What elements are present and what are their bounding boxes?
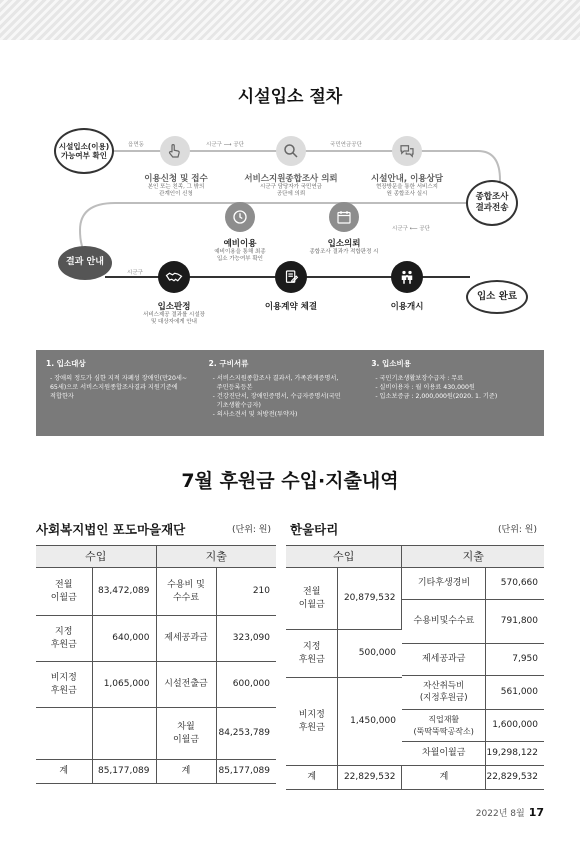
step-desc-decision: 서비스제공 결과를 시설장 및 대상자에게 안내	[143, 312, 205, 326]
cell-label: 기타후생경비	[402, 568, 486, 600]
info-line: - 건강진단서, 장애인증명서, 수급자증명서(국민	[212, 392, 341, 400]
info-col-target	[46, 358, 209, 428]
complete-label: 입소 완료	[476, 291, 517, 303]
info-line: 적합한자	[50, 392, 74, 400]
cell-value: 20,879,532	[338, 568, 402, 630]
cell-value: 1,450,000	[338, 678, 402, 766]
step-desc-survey-request: 시군구 담당자가 국민연금 공단에 의뢰	[260, 184, 322, 198]
step-title-survey-request: 서비스지원종합조사 의뢰	[244, 174, 338, 184]
cell-value: 1,065,000	[92, 662, 156, 708]
step-desc-trial: 예비이용을 통해 최종 입소 가능여부 확인	[214, 249, 266, 263]
step-title-admission-request: 입소의뢰	[327, 239, 361, 249]
review-oval	[466, 180, 518, 226]
info-line: - 서비스지원종합조사 결과서, 가족관계증명서,	[212, 375, 339, 382]
step-title-start-use: 이용개시	[390, 302, 424, 312]
calendar-icon	[329, 202, 359, 232]
cell-value: 1,600,000	[486, 710, 544, 742]
review-label: 종합조사 결과전송	[475, 192, 509, 213]
guide-oval	[58, 246, 112, 280]
info-line: 기초생활수급자)	[212, 401, 261, 409]
table-row	[36, 708, 276, 760]
total-label: 계	[36, 760, 92, 784]
info-line: - 입소보증금 : 2,000,000원(2020. 1. 기준)	[375, 392, 498, 400]
step-title-apply: 이용신청 및 접수	[144, 174, 208, 184]
cell-value: 84,253,789	[216, 708, 276, 760]
cell-value: 323,090	[216, 616, 276, 662]
table-row	[36, 568, 276, 616]
cell-value: 83,472,089	[92, 568, 156, 616]
cell-label: 제세공과금	[156, 616, 216, 662]
total-label: 계	[402, 766, 486, 790]
cell-value: 19,298,122	[486, 742, 544, 766]
admission-process-diagram	[0, 110, 580, 342]
left-finance-table	[36, 545, 276, 784]
total-row	[36, 760, 276, 784]
contract-icon	[275, 261, 307, 293]
table-row	[286, 568, 544, 600]
connector-label-to-pension: 시군구 ⟶ 공단	[206, 142, 244, 148]
cell-label: 전월 이월금	[36, 568, 92, 616]
info-line: - 실비이용자 : 월 이용료 430,000원	[375, 383, 475, 391]
table-row	[36, 616, 276, 662]
cell-value: 570,660	[486, 568, 544, 600]
footer-date: 2022년 8월	[475, 809, 525, 819]
step-title-trial: 예비이용	[223, 239, 257, 249]
total-value: 22,829,532	[338, 766, 402, 790]
process-title: 시설입소 절차	[237, 87, 343, 107]
step-title-consultation: 시설안내, 이용상담	[371, 174, 443, 184]
cell-label	[36, 708, 92, 760]
cell-value	[92, 708, 156, 760]
step-desc-consultation: 현장방문을 통한 서비스지 원 종합조사 실시	[376, 184, 438, 198]
connector-label-residents: 읍면동	[128, 142, 144, 148]
total-label: 계	[156, 760, 216, 784]
table-row	[36, 662, 276, 708]
left-unit: (단위: 원)	[232, 525, 271, 535]
connector-label-sigungu: 시군구	[127, 270, 143, 276]
cell-value: 600,000	[216, 662, 276, 708]
info-line: 주민등록등본	[212, 383, 253, 391]
handshake-icon	[158, 261, 190, 293]
cell-label: 자산취득비 (지정후원금)	[402, 676, 486, 710]
info-title-cost: 3. 입소비용	[371, 359, 412, 368]
total-value: 22,829,532	[486, 766, 544, 790]
expense-header: 지출	[402, 546, 544, 568]
family-icon	[391, 261, 423, 293]
total-label: 계	[286, 766, 338, 790]
cell-value: 210	[216, 568, 276, 616]
cell-label: 수용비 및 수수료	[156, 568, 216, 616]
cell-label: 시설전출금	[156, 662, 216, 708]
cell-label: 수용비및수수료	[402, 600, 486, 644]
total-value: 85,177,089	[92, 760, 156, 784]
expense-header: 지출	[156, 546, 276, 568]
total-value: 85,177,089	[216, 760, 276, 784]
start-label: 시설입소(이용) 가능여부 확인	[58, 141, 110, 160]
income-header: 수입	[286, 546, 402, 568]
cell-label: 전월 이월금	[286, 568, 338, 630]
income-header: 수입	[36, 546, 156, 568]
total-row	[286, 766, 544, 790]
cell-value: 500,000	[338, 630, 402, 678]
finance-title: 7월 후원금 수입·지출내역	[181, 470, 399, 492]
info-line: - 장애의 정도가 심한 지적 자폐성 장애인(만20세~	[50, 375, 188, 382]
info-line: - 의사소견서 및 처방전(투약자)	[212, 410, 298, 418]
cell-value: 640,000	[92, 616, 156, 662]
info-line: 65세)으로 서비스지원종합조사결과 지원기준에	[50, 383, 178, 391]
info-col-cost	[371, 358, 534, 428]
cell-label: 비지정 후원금	[286, 678, 338, 766]
cell-label: 차월이월금	[402, 742, 486, 766]
info-col-documents	[209, 358, 372, 428]
step-desc-admission-request: 종합조사 결과가 적합판정 시	[309, 249, 379, 255]
chat-bubbles-icon	[392, 136, 422, 166]
cell-value: 561,000	[486, 676, 544, 710]
step-title-decision: 입소판정	[157, 302, 191, 312]
step-title-contract: 이용계약 체결	[264, 302, 318, 312]
left-org-name: 사회복지법인 포도마을재단	[36, 522, 186, 537]
page-number: 17	[528, 806, 544, 819]
right-unit: (단위: 원)	[498, 525, 537, 535]
cell-value: 7,950	[486, 644, 544, 676]
right-finance-table	[286, 545, 544, 790]
header-stripe	[0, 0, 580, 40]
connector-label-back: 시군구 ⟵ 공단	[392, 226, 430, 232]
right-org-name: 한울타리	[290, 522, 339, 537]
cell-label: 지정 후원금	[36, 616, 92, 662]
page-footer	[476, 806, 544, 819]
info-title-documents: 2. 구비서류	[208, 359, 249, 368]
guide-label: 결과 안내	[66, 257, 104, 268]
info-title-target: 1. 입소대상	[46, 359, 86, 368]
hand-pointer-icon	[160, 136, 190, 166]
cell-label: 직업재활 (뚝딱뚝딱공작소)	[402, 710, 486, 742]
cell-label: 지정 후원금	[286, 630, 338, 678]
complete-oval	[466, 280, 528, 314]
start-oval	[54, 128, 114, 174]
cell-value: 791,800	[486, 600, 544, 644]
cell-label: 비지정 후원금	[36, 662, 92, 708]
step-desc-apply: 본인 또는 친족, 그 밖의 관계인이 신청	[147, 184, 205, 198]
cell-label: 차월 이월금	[156, 708, 216, 760]
info-line: - 국민기초생활보장수급자 : 무료	[375, 375, 464, 382]
admission-info-box	[36, 350, 544, 436]
magnifier-icon	[276, 136, 306, 166]
clock-icon	[225, 202, 255, 232]
cell-label: 제세공과금	[402, 644, 486, 676]
connector-label-pension: 국민연금공단	[330, 142, 362, 148]
